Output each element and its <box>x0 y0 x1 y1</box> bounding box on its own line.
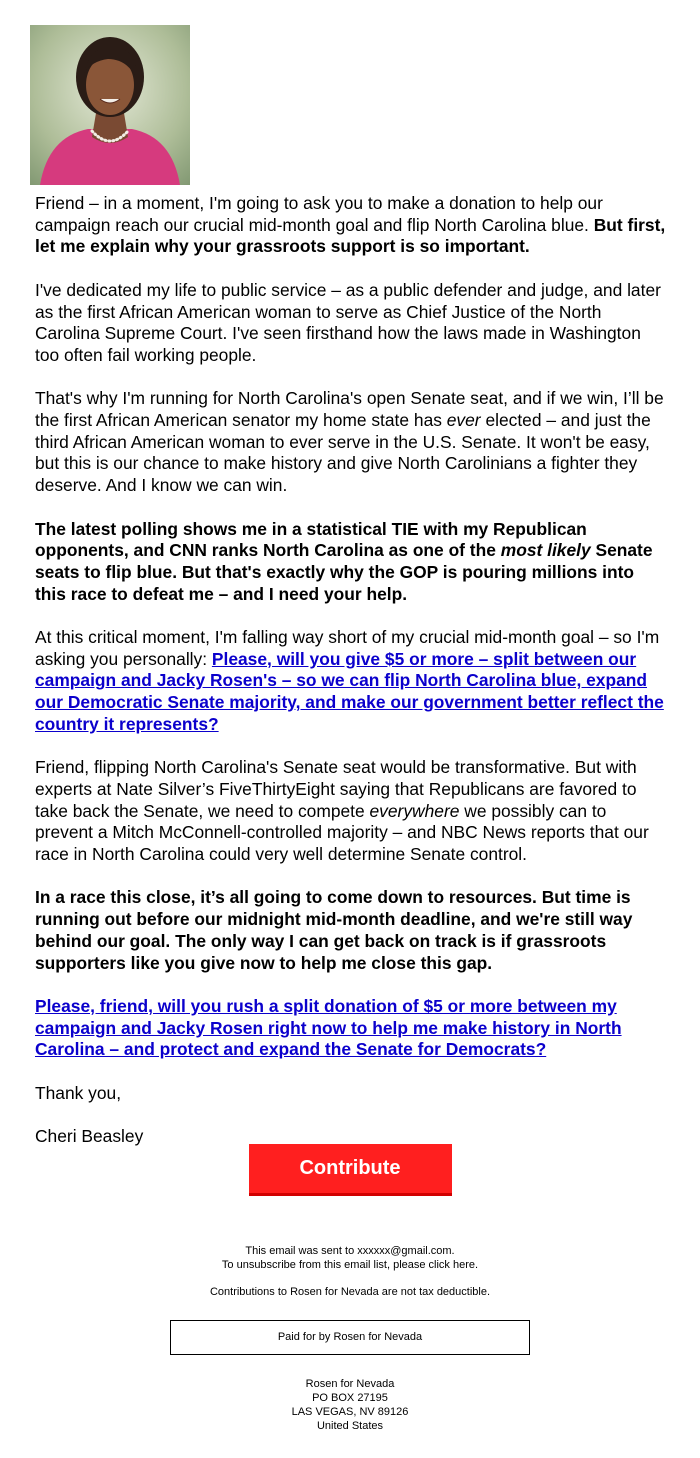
paragraph-public-service: I've dedicated my life to public service – as a public defender and judge, and later as the first African American woman to serve as Chief Justice of the North Carolina Supreme Court. I've seen firsthand how the laws made in Washington too often fail working people. <box>35 279 661 365</box>
polling-text-a: The latest polling shows me in a statistical TIE with my Republican opponents, and CNN ranks North Carolina as one of the <box>35 518 587 561</box>
polling-text-b: Senate seats to flip blue. But that's exactly why the GOP is pouring millions into this race to defeat me – and I need your help. <box>35 540 653 604</box>
intro-bold-text: But first, let me explain why your grassroots support is so important. <box>35 214 666 257</box>
senate-run-text-a: That's why I'm running for North Carolina's open Senate seat, and if we win, I’ll be the first African American senator my home state has <box>35 388 664 430</box>
donate-link-rush[interactable]: Please, friend, will you rush a split donation of $5 or more between my campaign and Jacky Rosen right now to help me make history in North Carolina – and protect and expand the Senate for Democrats? <box>35 995 622 1060</box>
email-body <box>35 193 667 1169</box>
cta-container <box>0 1144 700 1196</box>
signature: Cheri Beasley <box>35 1126 144 1147</box>
address-line: PO BOX 27195 <box>312 1392 388 1404</box>
mailing-address <box>0 1377 700 1433</box>
intro-text: Friend – in a moment, I'm going to ask you to make a donation to help our campaign reach our crucial mid-month goal and flip North Carolina blue. <box>35 193 603 235</box>
polling-emphasis: most likely <box>500 540 591 561</box>
paragraph-ask <box>35 627 667 736</box>
paragraph-intro <box>35 193 667 258</box>
paid-for-disclaimer: Paid for by Rosen for Nevada <box>170 1320 530 1355</box>
paragraph-senate-run <box>35 388 667 497</box>
footer-tax-note: Contributions to Rosen for Nevada are not tax deductible. <box>209 1286 491 1298</box>
transformative-emphasis: everywhere <box>369 800 460 821</box>
paragraph-resources: In a race this close, it’s all going to come down to resources. But time is running out before our midnight mid-month deadline, and we're still way behind our goal. The only way I can get back on track is if grassroots supporters like you give now to help me close this gap. <box>35 887 633 973</box>
transformative-text-b: we possibly can to prevent a Mitch McConnell-controlled majority – and NBC News reports that our race in North Carolina could very well determine Senate control. <box>35 800 649 865</box>
transformative-text-a: Friend, flipping North Carolina's Senate seat would be transformative. But with experts at Nate Silver’s FiveThirtyEight saying that Republicans are favored to take back the Senate, we need to compete <box>35 757 637 821</box>
portrait-photo-icon <box>30 25 190 185</box>
senate-run-emphasis: ever <box>446 410 481 430</box>
contribute-button[interactable]: Contribute <box>249 1144 452 1196</box>
paragraph-polling <box>35 519 667 606</box>
candidate-photo <box>30 25 190 185</box>
address-line: United States <box>316 1420 384 1432</box>
signoff: Thank you, <box>35 1082 122 1103</box>
paragraph-transformative <box>35 757 667 866</box>
address-line: Rosen for Nevada <box>305 1378 395 1390</box>
footer <box>0 1244 700 1299</box>
ask-text: At this critical moment, I'm falling way short of my crucial mid-month goal – so I'm asking you personally: <box>35 627 660 669</box>
senate-run-text-b: elected – and just the third African American woman to ever serve in the U.S. Senate. It won't be easy, but this is our chance to make history and give North Carolinians a fighter they deserve. And I know we can win. <box>35 410 651 496</box>
footer-sent-to: This email was sent to xxxxxx@gmail.com. <box>245 1245 455 1257</box>
paragraph-rush-donation <box>35 996 667 1061</box>
donate-link-split[interactable]: Please, will you give $5 or more – split between our campaign and Jacky Rosen's – so we can flip North Carolina blue, expand our Democratic Senate majority, and make our government better reflect the country it represents? <box>35 648 664 734</box>
footer-unsubscribe[interactable]: To unsubscribe from this email list, please click here. <box>221 1259 479 1271</box>
address-line: LAS VEGAS, NV 89126 <box>291 1406 409 1418</box>
